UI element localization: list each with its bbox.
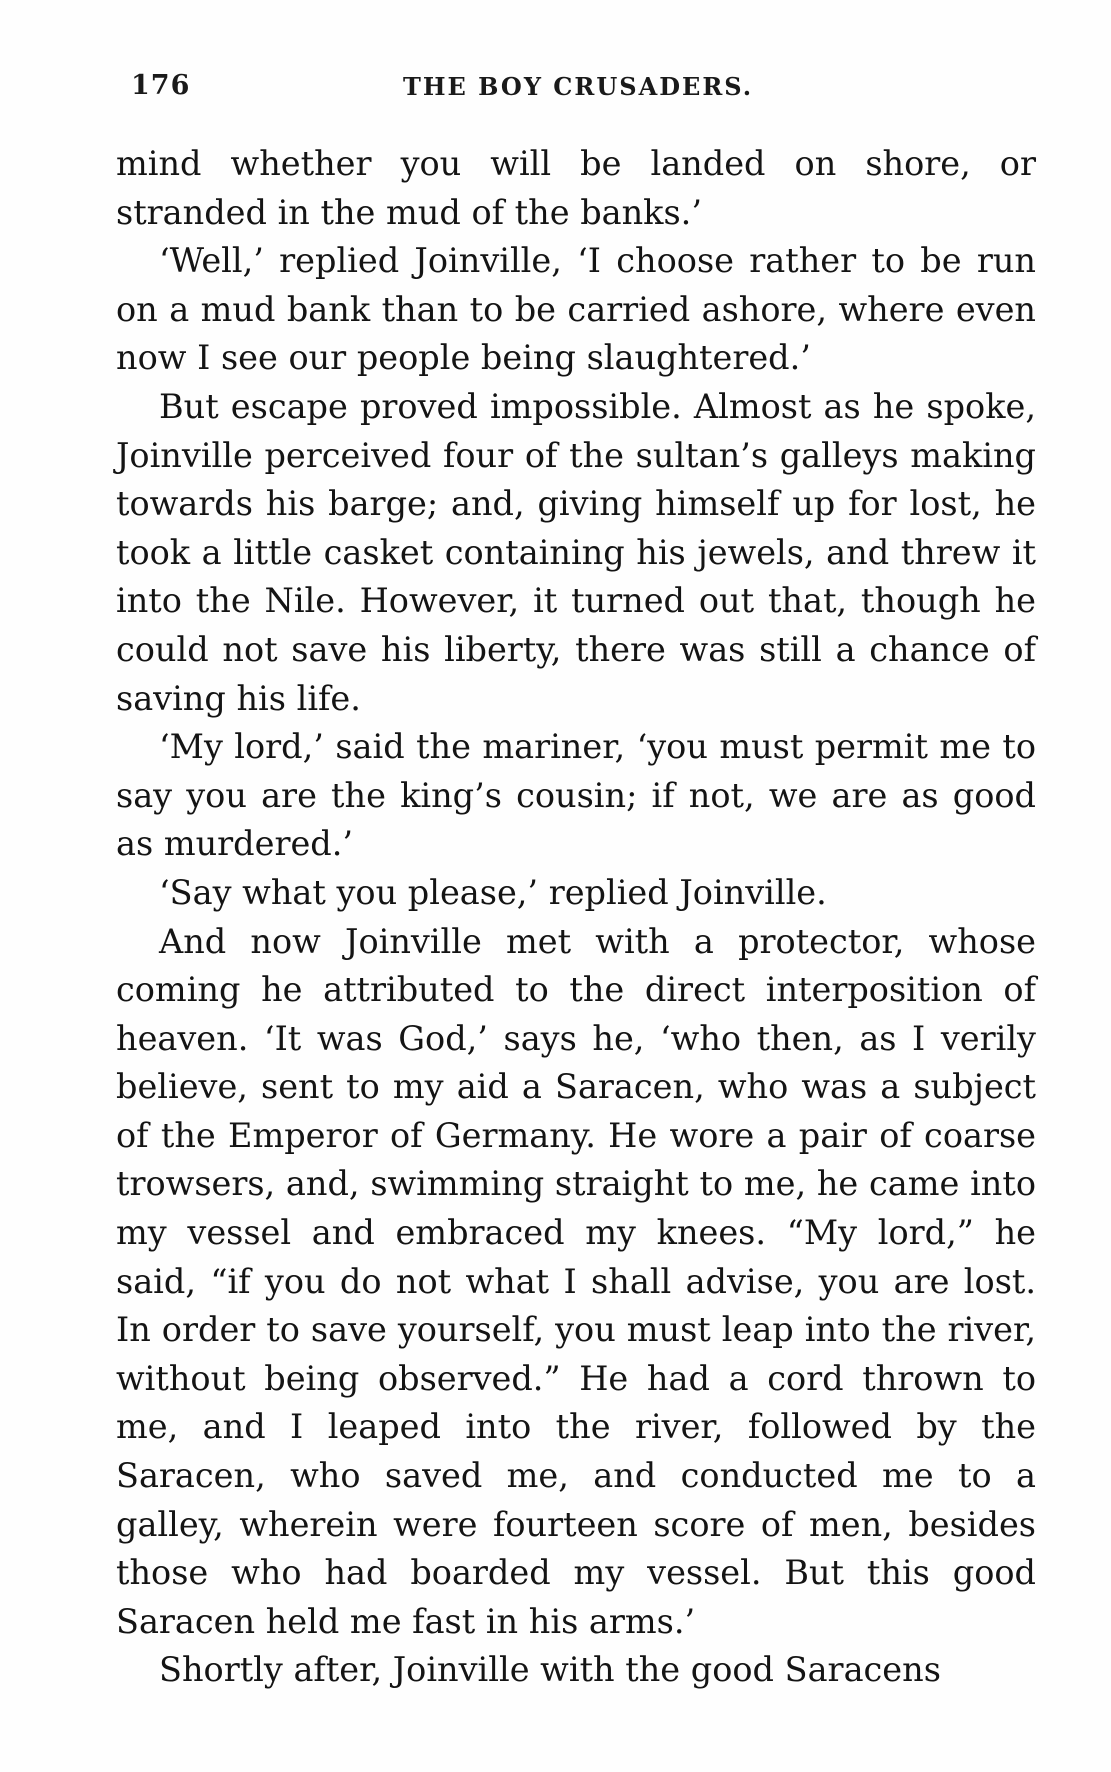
paragraph-mariner: ‘My lord,’ said the mariner, ‘you must permit me to say you are the king’s cousin; if not, we are as good as murdered.’: [116, 727, 1036, 864]
body-text: [116, 140, 1036, 1695]
paragraph-shortly-after: Shortly after, Joinville with the good Saracens: [159, 1650, 941, 1690]
page-header: [113, 70, 1053, 110]
paragraph-continued: mind whether you will be landed on shore, or stranded in the mud of the banks.’: [116, 144, 1036, 232]
page-number: 176: [131, 70, 191, 101]
paragraph-joinville-reply: ‘Well,’ replied Joinville, ‘I choose rather to be run on a mud bank than to be carried ashore, where even now I see our people being slaughtered.’: [116, 241, 1036, 378]
paragraph-say-what-you-please: ‘Say what you please,’ replied Joinville.: [159, 872, 827, 912]
paragraph-escape: But escape proved impossible. Almost as he spoke, Joinville perceived four of the sultan’s galleys making towards his barge; and, giving himself up for lost, he took a little casket containing his jewels, and threw it into the Nile. However, it turned out that, though he could not save his liberty, there was still a chance of saving his life.: [116, 386, 1036, 718]
running-head: THE BOY CRUSADERS.: [403, 72, 754, 101]
paragraph-protector: And now Joinville met with a protector, whose coming he attributed to the direct interposition of heaven. ‘It was God,’ says he, ‘who then, as I verily believe, sent to my aid a Saracen, who was a subject of the Emperor of Germany. He wore a pair of coarse trowsers, and, swimming straight to me, he came into my vessel and embraced my knees. “My lord,” he said, “if you do not what I shall advise, you are lost. In order to save yourself, you must leap into the river, without being observed.” He had a cord thrown to me, and I leaped into the river, followed by the Saracen, who saved me, and conducted me to a galley, wherein were fourteen score of men, besides those who had boarded my vessel. But this good Saracen held me fast in his arms.’: [116, 921, 1036, 1641]
